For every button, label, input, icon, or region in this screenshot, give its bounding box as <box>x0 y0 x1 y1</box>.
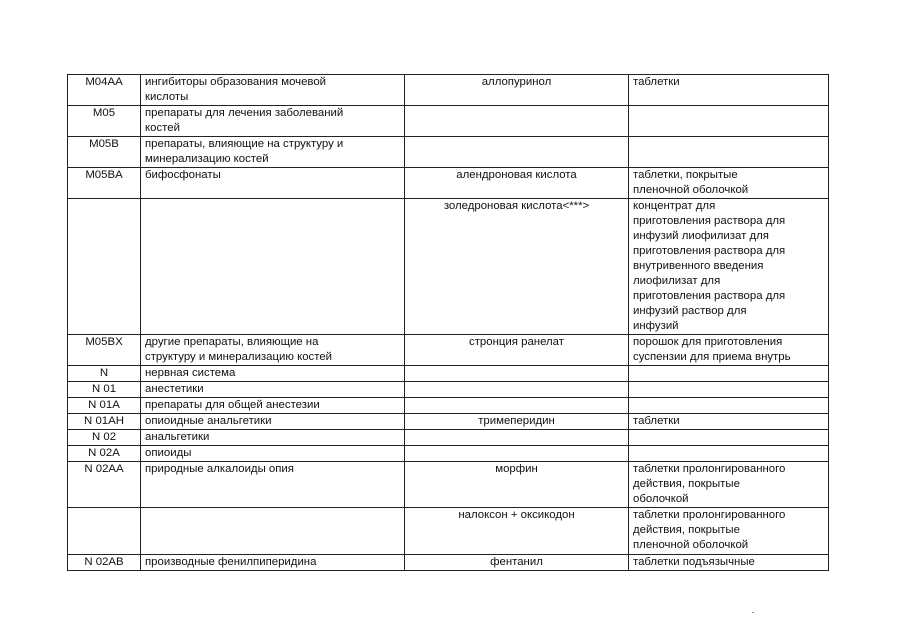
group-name-cell: анальгетики <box>141 430 405 446</box>
atc-code-cell <box>68 199 141 335</box>
table-row <box>68 414 829 430</box>
atc-code-cell: N 01 <box>68 382 141 398</box>
table-row <box>68 75 829 106</box>
atc-code-cell: N 02AA <box>68 462 141 508</box>
drug-name-cell <box>405 430 629 446</box>
table-row <box>68 555 829 571</box>
drug-name-cell <box>405 137 629 168</box>
group-name-cell: производные фенилпиперидина <box>141 555 405 571</box>
table-body <box>68 75 829 571</box>
table-row <box>68 199 829 335</box>
dosage-form-cell: порошок для приготовления суспензии для приема внутрь <box>629 335 829 366</box>
table-row <box>68 462 829 508</box>
drug-name-cell <box>405 366 629 382</box>
atc-code-cell <box>68 508 141 555</box>
dosage-form-cell: таблетки подъязычные <box>629 555 829 571</box>
atc-code-cell: M05B <box>68 137 141 168</box>
group-name-cell: анестетики <box>141 382 405 398</box>
dosage-form-cell <box>629 137 829 168</box>
group-name-cell: препараты для общей анестезии <box>141 398 405 414</box>
dosage-form-cell: таблетки пролонгированного действия, покрытые пленочной оболочкой <box>629 508 829 555</box>
drug-name-cell: аллопуринол <box>405 75 629 106</box>
drug-name-cell: налоксон + оксикодон <box>405 508 629 555</box>
drug-name-cell <box>405 446 629 462</box>
group-name-cell: опиоиды <box>141 446 405 462</box>
group-name-cell: препараты, влияющие на структуру и минерализацию костей <box>141 137 405 168</box>
atc-code-cell: N 02A <box>68 446 141 462</box>
dosage-form-cell <box>629 446 829 462</box>
group-name-cell: ингибиторы образования мочевой кислоты <box>141 75 405 106</box>
drug-name-cell: тримеперидин <box>405 414 629 430</box>
atc-code-cell: N 01AH <box>68 414 141 430</box>
dosage-form-cell: таблетки пролонгированного действия, покрытые оболочкой <box>629 462 829 508</box>
dosage-form-cell: таблетки <box>629 75 829 106</box>
dosage-form-cell: таблетки, покрытые пленочной оболочкой <box>629 168 829 199</box>
drug-name-cell <box>405 106 629 137</box>
table-row <box>68 508 829 555</box>
drug-name-cell: морфин <box>405 462 629 508</box>
group-name-cell: природные алкалоиды опия <box>141 462 405 508</box>
group-name-cell: другие препараты, влияющие на структуру и минерализацию костей <box>141 335 405 366</box>
drug-list-table <box>67 74 829 571</box>
drug-name-cell: алендроновая кислота <box>405 168 629 199</box>
atc-code-cell: N 02AB <box>68 555 141 571</box>
table-row <box>68 335 829 366</box>
atc-code-cell: M04AA <box>68 75 141 106</box>
group-name-cell: препараты для лечения заболеваний костей <box>141 106 405 137</box>
group-name-cell: нервная система <box>141 366 405 382</box>
table-row <box>68 168 829 199</box>
table-row <box>68 398 829 414</box>
table-row <box>68 137 829 168</box>
drug-name-cell <box>405 382 629 398</box>
dosage-form-cell <box>629 382 829 398</box>
group-name-cell <box>141 508 405 555</box>
dosage-form-cell <box>629 106 829 137</box>
scan-speck <box>752 612 754 613</box>
atc-code-cell: M05 <box>68 106 141 137</box>
atc-code-cell: M05BA <box>68 168 141 199</box>
drug-name-cell: золедроновая кислота<***> <box>405 199 629 335</box>
dosage-form-cell <box>629 430 829 446</box>
group-name-cell: бифосфонаты <box>141 168 405 199</box>
table-row <box>68 106 829 137</box>
dosage-form-cell <box>629 398 829 414</box>
atc-code-cell: N 01A <box>68 398 141 414</box>
group-name-cell: опиоидные анальгетики <box>141 414 405 430</box>
table-row <box>68 366 829 382</box>
drug-name-cell: стронция ранелат <box>405 335 629 366</box>
group-name-cell <box>141 199 405 335</box>
table-row <box>68 446 829 462</box>
dosage-form-cell <box>629 366 829 382</box>
drug-name-cell <box>405 398 629 414</box>
table-row <box>68 430 829 446</box>
dosage-form-cell: таблетки <box>629 414 829 430</box>
atc-code-cell: M05BX <box>68 335 141 366</box>
dosage-form-cell: концентрат для приготовления раствора для инфузий лиофилизат для приготовления раствора для внутривенного введения лиофилизат для приготовления раствора для инфузий раствор для инфузий <box>629 199 829 335</box>
atc-code-cell: N 02 <box>68 430 141 446</box>
atc-code-cell: N <box>68 366 141 382</box>
drug-name-cell: фентанил <box>405 555 629 571</box>
table-row <box>68 382 829 398</box>
